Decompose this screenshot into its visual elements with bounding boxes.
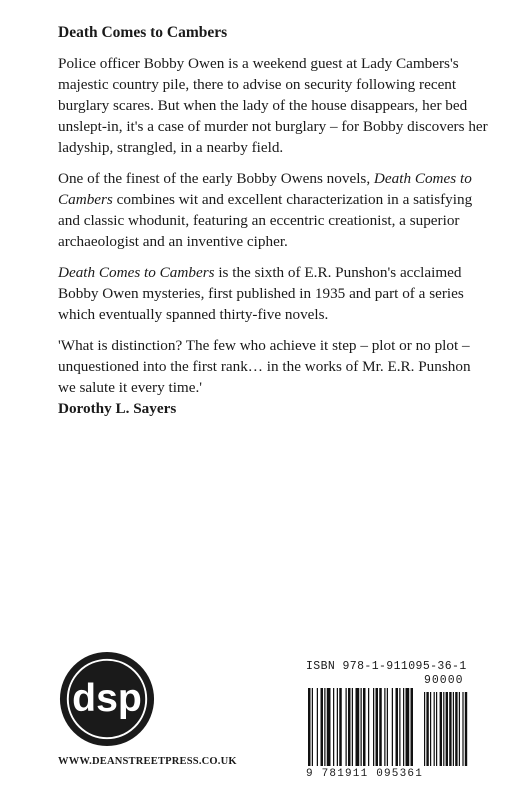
praise-text-end: combines wit and excellent characterization in a satisfying and classic whodunit, featuring an eccentric creationist, a superior archaeologist and an inventive cipher. [58, 191, 473, 250]
quote-author: Dorothy L. Sayers [58, 400, 177, 417]
dsp-logo-icon [58, 650, 156, 748]
series-text: is the sixth of E.R. Punshon's acclaimed Bobby Owen mysteries, first published in 1935 and part of a series which eventually spanned thirty-five novels. [58, 264, 464, 323]
series-title-italic: Death Comes to Cambers [58, 264, 215, 281]
synopsis-paragraph: Police officer Bobby Owen is a weekend guest at Lady Cambers's majestic country pile, there to advise on security following recent burglary scares. But when the lady of the house disappears, her bed unslept-in, it's a case of murder not burglary – for Bobby discovers her ladyship, strangled, in a nearby field. [58, 55, 488, 156]
isbn-number: ISBN 978-1-911095-36-1 [306, 660, 467, 673]
quote-text: 'What is distinction? The few who achieve it step – plot or no plot – unquestioned into the first rank… in the works of Mr. E.R. Punshon we salute it every time.' [58, 337, 471, 396]
isbn-barcode [306, 660, 482, 784]
series-paragraph [58, 262, 488, 325]
price-addon-number: 90000 [424, 674, 464, 687]
book-title: Death Comes to Cambers [58, 24, 228, 41]
praise-paragraph [58, 168, 488, 252]
back-cover-blurb [58, 22, 488, 429]
publisher-url: WWW.DEANSTREETPRESS.CO.UK [58, 756, 237, 767]
praise-text-start: One of the finest of the early Bobby Owens novels, [58, 170, 374, 187]
logo-lettering: dsp [72, 676, 142, 720]
barcode-bars-icon [306, 688, 482, 768]
ean-number: 9 781911 095361 [306, 768, 424, 780]
praise-title-italic: Death Comes to Cambers [58, 170, 472, 208]
quote-paragraph [58, 335, 488, 419]
